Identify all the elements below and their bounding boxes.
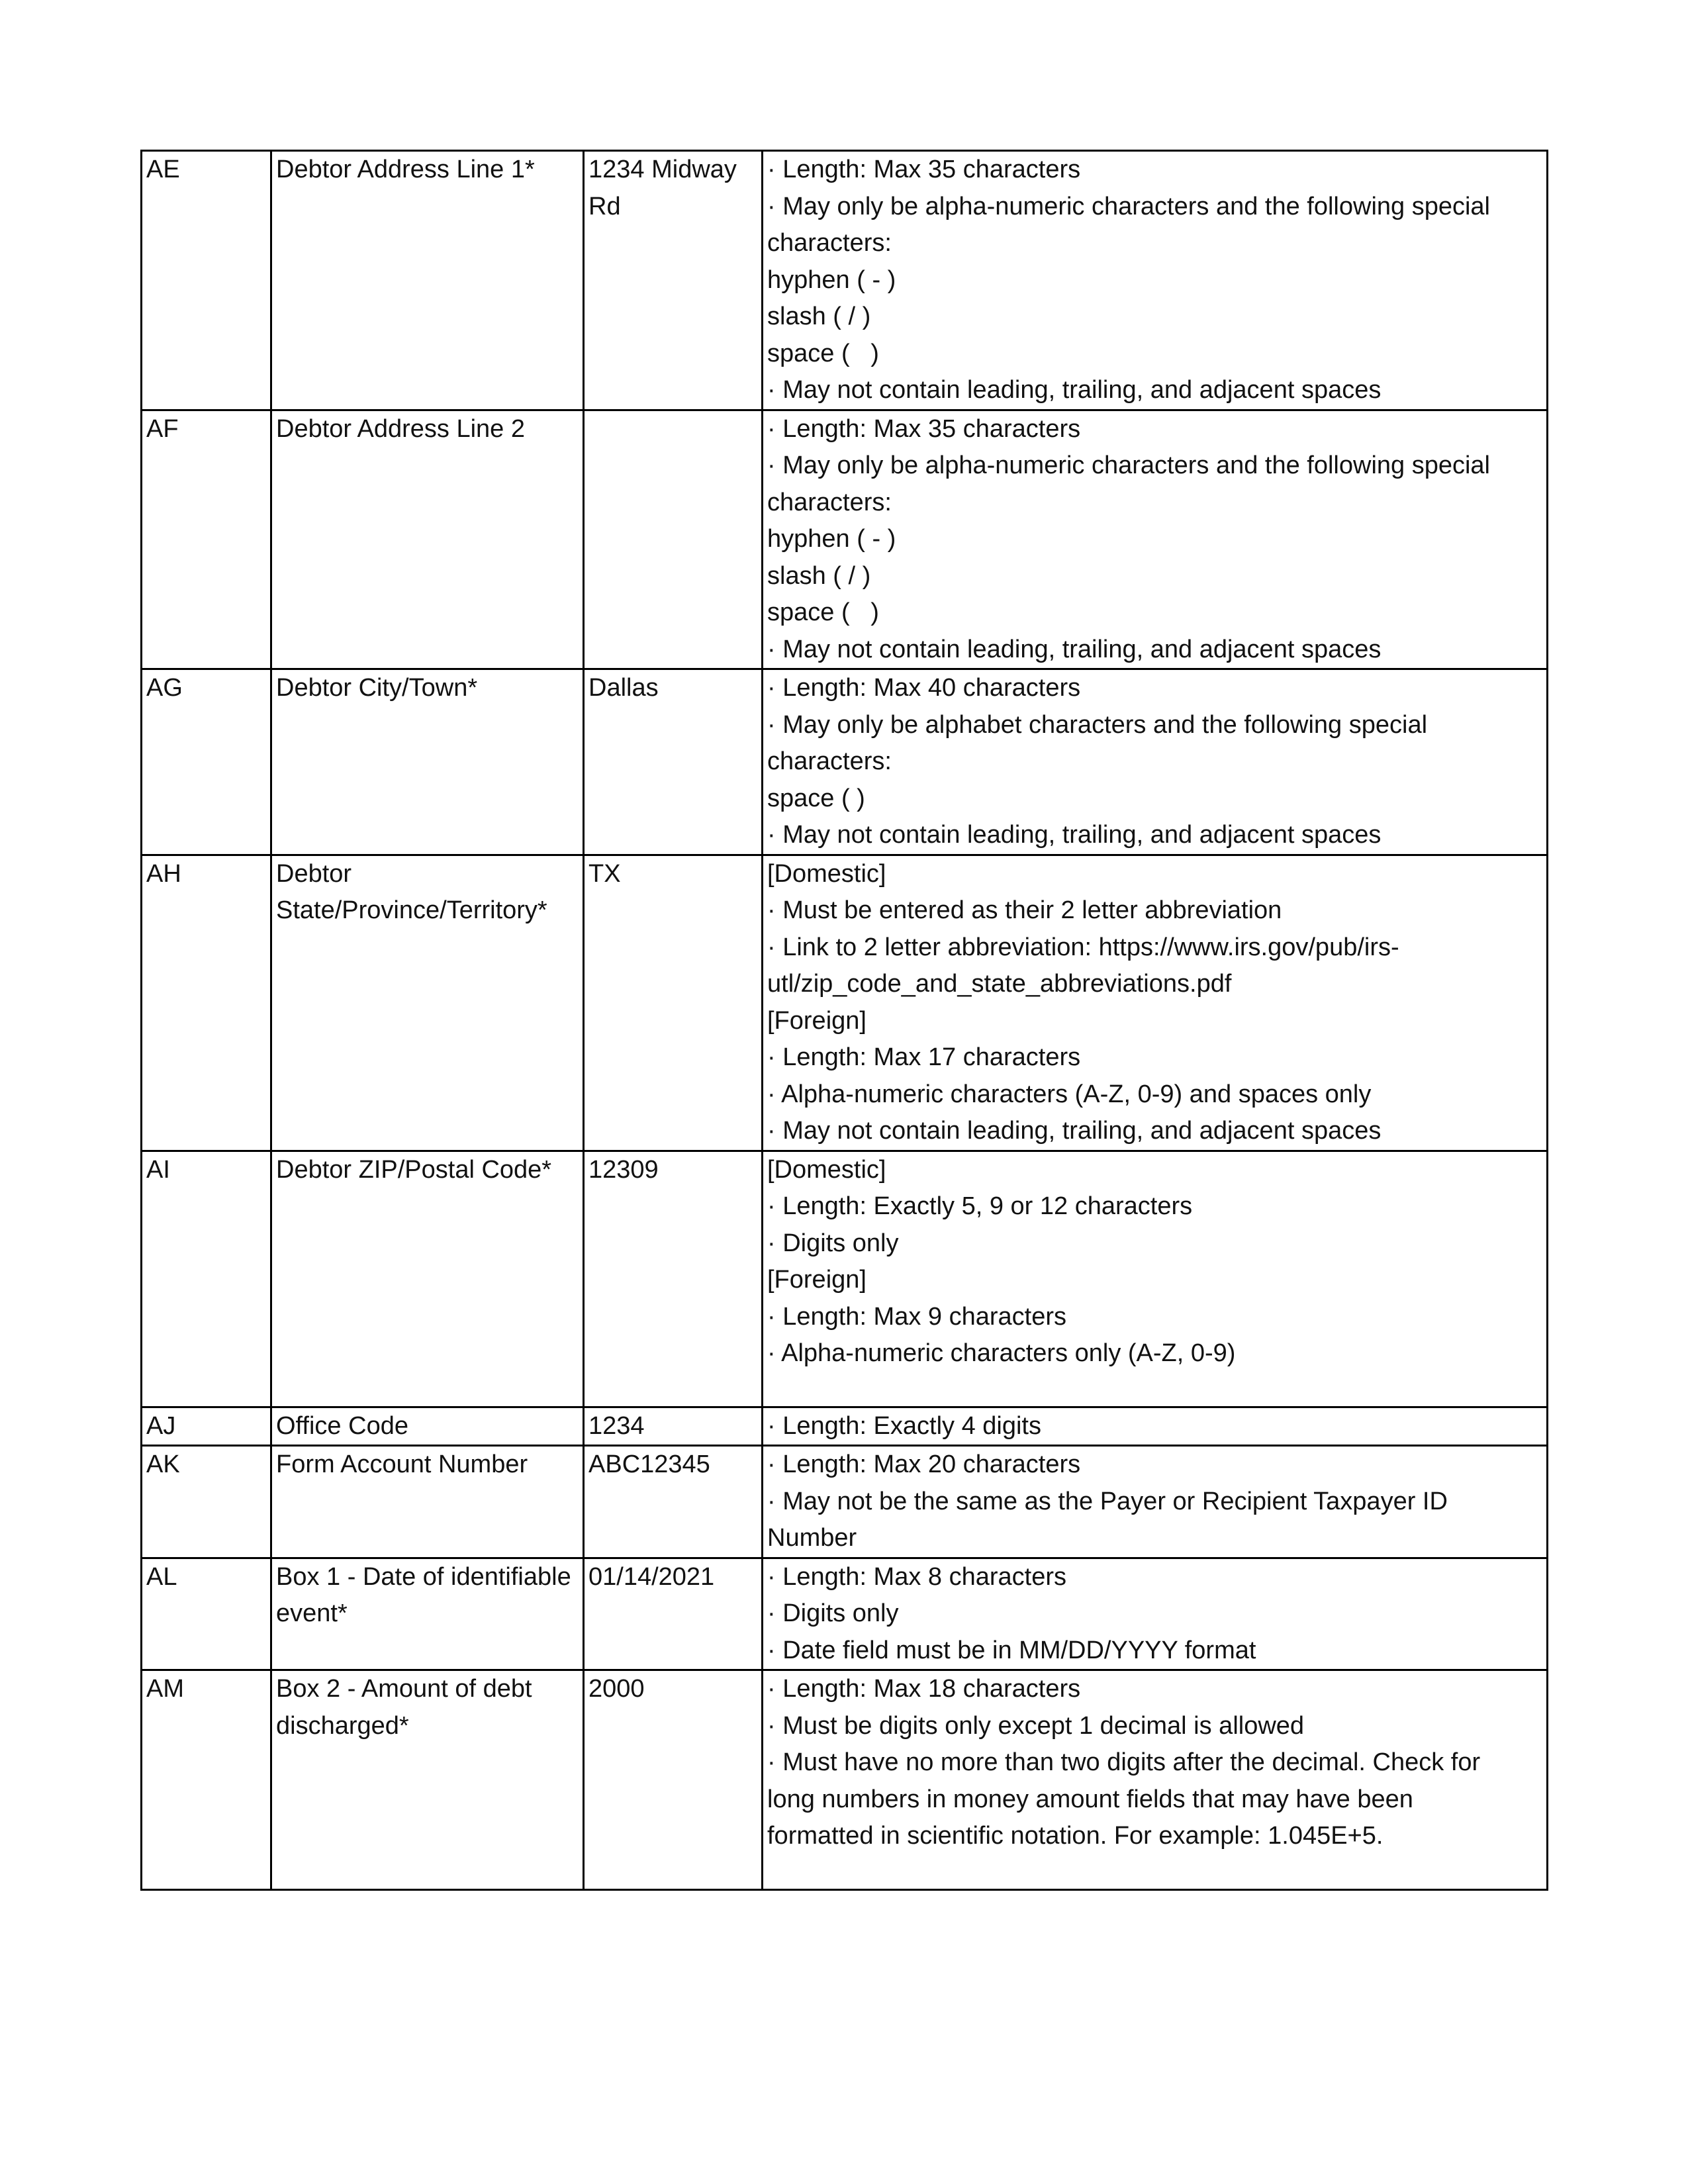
column-code-text: AF [146, 414, 179, 443]
table-row [142, 669, 1548, 855]
column-code-text: AK [146, 1450, 180, 1478]
validation-rules-line: · Link to 2 letter abbreviation: https://www.irs.gov/pub/irs- [767, 933, 1399, 961]
example-value-line: 12309 [588, 1155, 659, 1184]
example-value-line: Dallas [588, 674, 659, 702]
field-name-line: Form Account Number [276, 1450, 528, 1478]
validation-rules-line: · Length: Max 35 characters [767, 156, 1081, 183]
column-code-cell [142, 410, 271, 669]
example-value-line: 01/14/2021 [588, 1562, 715, 1591]
table-row [142, 1407, 1548, 1446]
field-name-line: Box 1 - Date of identifiable [276, 1562, 571, 1591]
validation-rules-line: · May not contain leading, trailing, and adjacent spaces [767, 821, 1382, 849]
validation-rules-cell [763, 1407, 1548, 1446]
validation-rules-line: space ( ) [767, 339, 879, 367]
validation-rules-line: · Length: Exactly 5, 9 or 12 characters [767, 1192, 1193, 1220]
field-name-line: Debtor Address Line 1* [276, 156, 535, 183]
validation-rules-cell [763, 1670, 1548, 1890]
table-row [142, 855, 1548, 1151]
validation-rules-cell [763, 855, 1548, 1151]
validation-rules-line: · Length: Max 17 characters [767, 1043, 1081, 1071]
example-value-cell [584, 151, 763, 410]
field-name-line: Debtor [276, 859, 352, 888]
example-value-cell [584, 1670, 763, 1890]
field-name-cell [271, 669, 584, 855]
field-name-line: Debtor City/Town* [276, 674, 478, 702]
validation-rules-line: · Length: Max 35 characters [767, 414, 1081, 443]
validation-rules-line: characters: [767, 747, 892, 775]
example-value-cell [584, 1407, 763, 1446]
column-code-text: AG [146, 674, 183, 702]
example-value-cell [584, 855, 763, 1151]
validation-rules-line: · Digits only [767, 1599, 899, 1627]
field-name-line: Debtor Address Line 2 [276, 414, 526, 443]
column-code-cell [142, 1446, 271, 1558]
column-code-text: AH [146, 859, 181, 888]
column-code-cell [142, 1558, 271, 1670]
field-name-cell [271, 151, 584, 410]
example-value-cell [584, 669, 763, 855]
column-code-text: AJ [146, 1411, 176, 1440]
validation-rules-line: · Length: Max 18 characters [767, 1675, 1081, 1703]
table-row [142, 410, 1548, 669]
validation-rules-line: slash ( / ) [767, 561, 871, 590]
validation-rules-line: · Length: Max 8 characters [767, 1562, 1066, 1591]
table-row [142, 151, 1548, 410]
validation-rules-line: · May not be the same as the Payer or Recipient Taxpayer ID [767, 1487, 1448, 1515]
column-code-cell [142, 669, 271, 855]
validation-rules-line: slash ( / ) [767, 303, 871, 330]
field-name-cell [271, 855, 584, 1151]
column-code-text: AE [146, 156, 180, 183]
column-code-cell [142, 151, 271, 410]
validation-rules-line: · Length: Exactly 4 digits [767, 1411, 1041, 1440]
validation-rules-line: · Length: Max 40 characters [767, 674, 1081, 702]
validation-rules-line: · Alpha-numeric characters only (A-Z, 0-9) [767, 1339, 1236, 1367]
example-value-line: 1234 [588, 1411, 645, 1440]
table-row [142, 1558, 1548, 1670]
column-code-cell [142, 855, 271, 1151]
example-value-line: TX [588, 859, 621, 888]
validation-rules-line: · Must be digits only except 1 decimal is allowed [767, 1711, 1305, 1740]
column-code-cell [142, 1151, 271, 1407]
column-code-text: AL [146, 1562, 177, 1591]
column-code-cell [142, 1670, 271, 1890]
validation-rules-line: [Foreign] [767, 1006, 867, 1035]
validation-rules-line: · May only be alpha-numeric characters and the following special [767, 451, 1490, 479]
validation-rules-line: · Digits only [767, 1229, 899, 1257]
validation-rules-line: Number [767, 1524, 857, 1552]
validation-rules-line: · Must be entered as their 2 letter abbreviation [767, 896, 1282, 924]
field-name-line: Office Code [276, 1411, 408, 1440]
validation-rules-line: · May only be alphabet characters and the following special [767, 710, 1428, 739]
example-value-cell [584, 1446, 763, 1558]
field-name-cell [271, 410, 584, 669]
validation-rules-line: · May not contain leading, trailing, and adjacent spaces [767, 376, 1382, 404]
column-code-text: AI [146, 1155, 170, 1184]
example-value-cell [584, 1558, 763, 1670]
validation-rules-line: · Date field must be in MM/DD/YYYY format [767, 1636, 1256, 1664]
field-name-cell [271, 1670, 584, 1890]
column-code-text: AM [146, 1675, 184, 1703]
field-name-line: State/Province/Territory* [276, 896, 547, 924]
validation-rules-line: hyphen ( - ) [767, 525, 896, 553]
column-code-cell [142, 1407, 271, 1446]
field-name-line: Box 2 - Amount of debt [276, 1675, 532, 1703]
validation-rules-line: · May only be alpha-numeric characters and the following special [767, 192, 1490, 220]
example-value-line: ABC12345 [588, 1450, 710, 1478]
validation-rules-cell [763, 1558, 1548, 1670]
example-value-line: Rd [588, 192, 621, 220]
field-spec-table-body [142, 151, 1548, 1890]
validation-rules-line: space ( ) [767, 598, 879, 626]
validation-rules-cell [763, 669, 1548, 855]
validation-rules-line: [Foreign] [767, 1266, 867, 1294]
validation-rules-line: [Domestic] [767, 859, 886, 888]
validation-rules-cell [763, 1446, 1548, 1558]
validation-rules-line: · Length: Max 9 characters [767, 1302, 1066, 1331]
example-value-cell [584, 1151, 763, 1407]
table-row [142, 1670, 1548, 1890]
field-name-line: discharged* [276, 1711, 409, 1740]
field-name-cell [271, 1558, 584, 1670]
validation-rules-line: · May not contain leading, trailing, and adjacent spaces [767, 635, 1382, 663]
validation-rules-cell [763, 151, 1548, 410]
validation-rules-line: long numbers in money amount fields that may have been [767, 1785, 1413, 1813]
example-value-line: 1234 Midway [588, 156, 737, 183]
validation-rules-line: formatted in scientific notation. For example: 1.045E+5. [767, 1822, 1383, 1850]
validation-rules-line: [Domestic] [767, 1155, 886, 1184]
table-row [142, 1446, 1548, 1558]
validation-rules-line: hyphen ( - ) [767, 265, 896, 294]
validation-rules-line: · Alpha-numeric characters (A-Z, 0-9) and spaces only [767, 1080, 1372, 1108]
validation-rules-line: characters: [767, 229, 892, 257]
field-name-line: Debtor ZIP/Postal Code* [276, 1155, 552, 1184]
validation-rules-cell [763, 1151, 1548, 1407]
field-name-cell [271, 1407, 584, 1446]
table-row [142, 1151, 1548, 1407]
validation-rules-cell [763, 410, 1548, 669]
field-name-cell [271, 1151, 584, 1407]
validation-rules-line: · May not contain leading, trailing, and adjacent spaces [767, 1117, 1382, 1145]
example-value-line: 2000 [588, 1675, 645, 1703]
validation-rules-line: space ( ) [767, 784, 865, 812]
validation-rules-line: characters: [767, 488, 892, 516]
validation-rules-line: · Length: Max 20 characters [767, 1450, 1081, 1478]
field-name-cell [271, 1446, 584, 1558]
field-name-line: event* [276, 1599, 348, 1627]
field-spec-table [140, 150, 1548, 1891]
example-value-cell [584, 410, 763, 669]
validation-rules-line: utl/zip_code_and_state_abbreviations.pdf [767, 970, 1232, 998]
validation-rules-line: · Must have no more than two digits after the decimal. Check for [767, 1748, 1481, 1776]
